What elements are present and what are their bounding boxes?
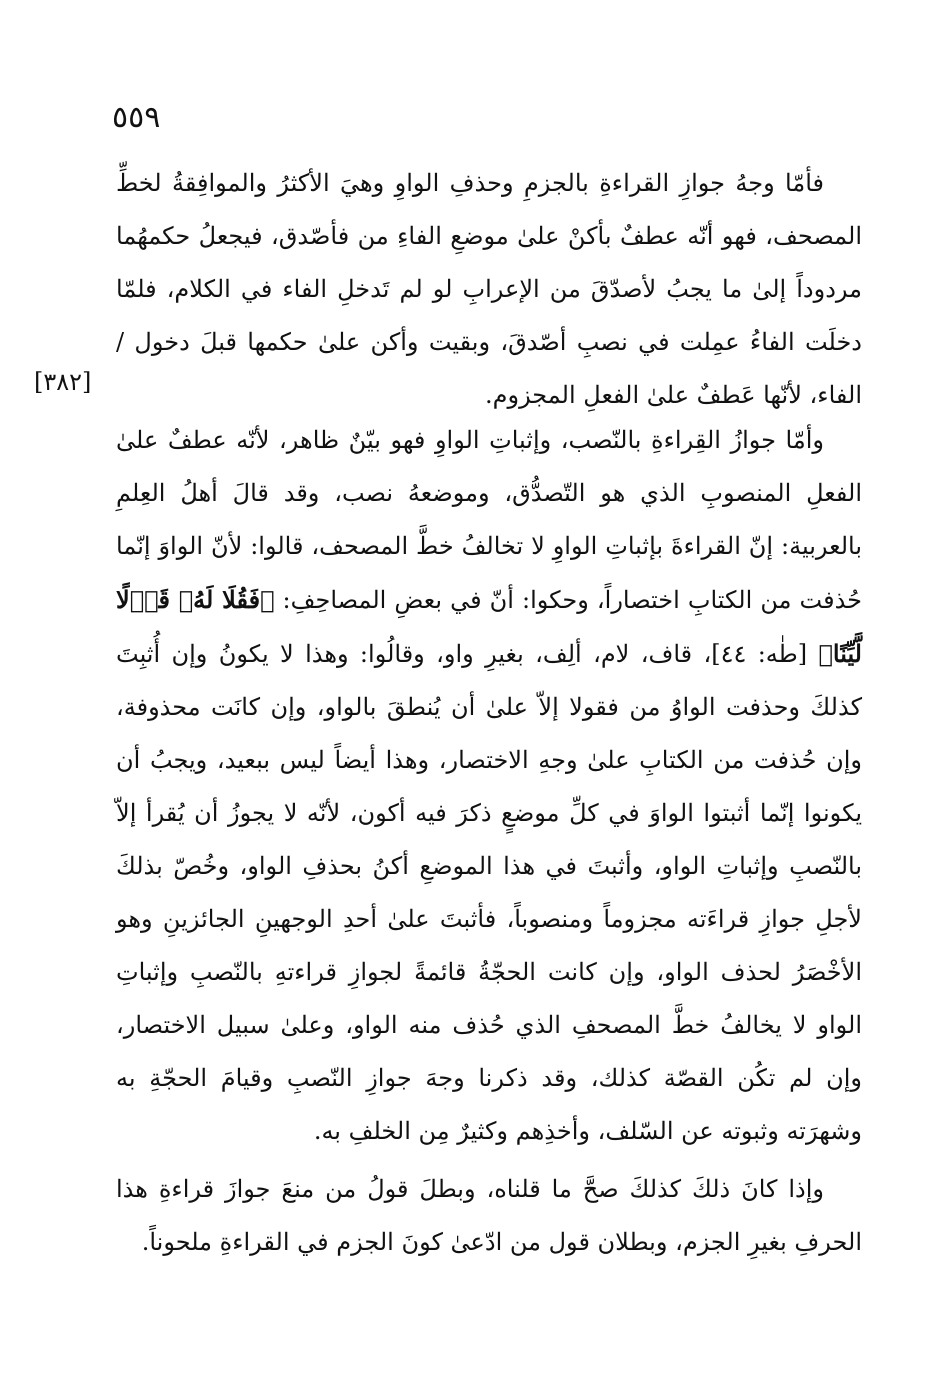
- paragraph-2-before-quote: وأمّا جوازُ القِراءةِ بالنّصب، وإثباتِ الواوِ فهو بيّنٌ ظاهر، لأنّه عطفٌ علىٰ الفعلِ المنصوبِ الذي هو التّصدُّق، وموضعهُ نصب، وقد قالَ أهلُ العِلمِ بالعربية: إنّ القراءةَ بإثباتِ الواوِ لا تخالفُ خطَّ المصحف، قالوا: لأنّ الواوَ إنّما حُذفت من الكتابِ اختصاراً، وحكوا: أنّ في بعضِ المصاحِفِ:: [116, 426, 862, 614]
- paragraph-3-text: وإذا كانَ ذلكَ كذلكَ صحَّ ما قلناه، وبطلَ قولُ من منعَ جوازَ قراءةِ هذا الحرفِ بغيرِ الجزم، وبطلان قول من ادّعىٰ كونَ الجزم في القراءةِ ملحوناً.: [116, 1175, 862, 1256]
- paragraph-2: [116, 414, 862, 1158]
- margin-reference: [٣٨٢]: [34, 368, 92, 396]
- paragraph-2-text: [116, 414, 862, 1158]
- paragraph-3: [116, 1163, 862, 1269]
- paragraph-1-text: فأمّا وجهُ جوازِ القراءةِ بالجزمِ وحذفِ الواوِ وهيَ الأكثرُ والموافِقةُ لخطِّ المصحف، فهو أنّه عطفٌ بأكنْ علىٰ موضعِ الفاءِ من فأصّدق، فيجعلُ حكمهُما مردوداً إلىٰ ما يجبُ لأصدّقَ من الإعرابِ لو لم تَدخلِ الفاء في الكلام، فلمّا دخلَت الفاءُ عمِلت في نصبِ أصّدقَ، وبقيت وأكن علىٰ حكمها قبلَ دخول / الفاء، لأنّها عَطفٌ علىٰ الفعلِ المجزوم.: [116, 169, 862, 409]
- quran-quote: ﴿فَقُلَا لَهُۥ قَوۡلًا لَّيِّنًا﴾: [116, 585, 862, 668]
- page-number: ٥٥٩: [112, 100, 161, 135]
- paragraph-1: [116, 157, 862, 422]
- paragraph-2-after-quote: [طٰه: ٤٤]، قاف، لام، ألِف، بغيرِ واو، وقالُوا: وهذا لا يكونُ وإن أُثبِتَ كذلكَ وحذفت الواوُ من فقولا إلاّ علىٰ أن يُنطقَ بالواو، وإن كانَت محذوفة، وإن حُذفت من الكتابِ علىٰ وجهِ الاختصار، وهذا أيضاً ليس ببعيد، ويجبُ أن يكونوا إنّما أثبتوا الواوَ في كلِّ موضعٍ ذكرَ فيه أكون، لأنّه لا يجوزُ أن يُقرأ إلاّ بالنّصبِ وإثباتِ الواو، وأثبتَ في هذا الموضعِ أكنُ بحذفِ الواو، وخُصّ بذلكَ لأجلِ جوازِ قراءَته مجزوماً ومنصوباً، فأثبتَ علىٰ أحدِ الوجهينِ الجائزينِ وهو الأخْصَرُ لحذف الواو، وإن كانت الحجّةُ قائمةً لجوازِ قراءتهِ بالنّصبِ وإثباتِ الواو لا يخالفُ خطَّ المصحفِ الذي حُذف منه الواو، وعلىٰ سبيل الاختصار، وإن لم تكُن القصّة كذلك، وقد ذكرنا وجهَ جوازِ النّصبِ وقيامَ الحجّةِ به وشهرَته وثبوته عن السّلف، وأخذِهم وكثيرٌ مِن الخلفِ به.: [116, 640, 862, 1145]
